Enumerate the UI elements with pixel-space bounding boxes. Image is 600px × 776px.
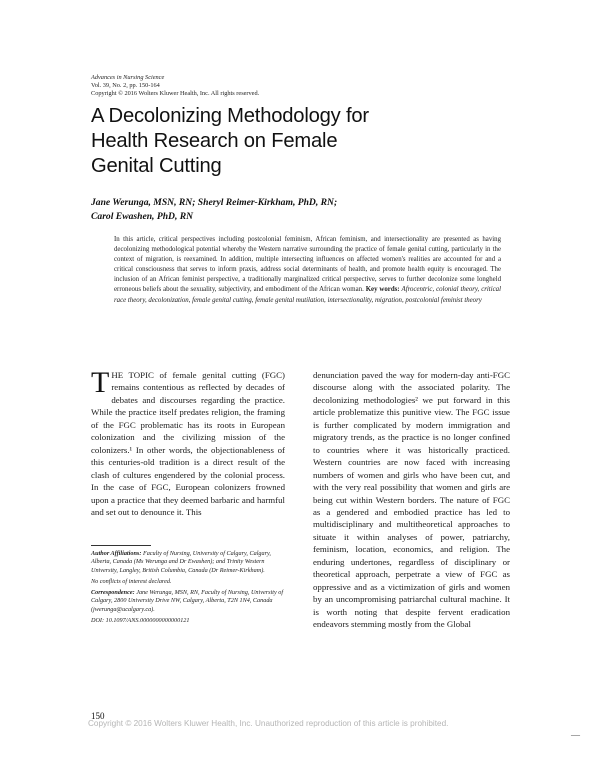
affiliations-label: Author Affiliations: bbox=[91, 550, 142, 557]
drop-cap: T bbox=[91, 366, 110, 399]
article-title bbox=[91, 104, 471, 179]
footer-dash: — bbox=[571, 730, 580, 740]
footnote-divider bbox=[91, 545, 151, 546]
conflicts-statement: No conflicts of interest declared. bbox=[91, 577, 172, 585]
body-right-column bbox=[313, 369, 510, 631]
body-left-column bbox=[91, 366, 285, 518]
title-line-1: A Decolonizing Methodology for bbox=[91, 105, 369, 127]
authors-line-2: Carol Ewashen, PhD, RN bbox=[91, 211, 194, 222]
abstract-text: In this article, critical perspectives including postcolonial feminism, African feminism, and intersectionality are presented as having decolonizing methodological potential whereby the Western narrative surrounding the practice of female genital cutting, particularly in the context of migration, is reexamined. In addition, multiple intersecting influences on affected women's realities are accounted for and a critical consciousness that serves to inform praxis, address social determinants of health, and promote health equity is encouraged. The inclusion of an African feminist perspective, a traditionally marginalized critical perspective, serves to further decolonize some longheld erroneous beliefs about the sexuality, subjectivity, and embodiment of the African woman. bbox=[114, 236, 501, 294]
journal-header bbox=[91, 74, 259, 98]
abstract bbox=[114, 235, 501, 306]
correspondence-label: Correspondence: bbox=[91, 589, 135, 597]
left-column-text: HE TOPIC of female genital cutting (FGC) remains contentious as reflected by decades of debates and discourses regarding the practice. While the practice itself predates religion, the framing of the FGC problematic has its roots in European colonization and the civilizing mission of the colonizers.¹ In other words, the objectionableness of this centuries-old tradition is a direct result of the clash of cultures engendered by the colonial process. In the case of FGC, European colonizers frowned upon a practice that they deemed barbaric and harmful and set out to denounce it. This bbox=[91, 370, 285, 517]
author-list bbox=[91, 196, 337, 224]
title-line-2: Health Research on Female bbox=[91, 130, 338, 152]
correspondence: Jane Werunga, MSN, RN, Faculty of Nursing, University of Calgary, 2800 University Drive NW, Calgary, Alberta, T2N 1N4, Canada (jwerunga@ucalgary.ca). bbox=[91, 589, 284, 613]
affiliations: Faculty of Nursing, University of Calgary, Calgary, Alberta, Canada (Ms Werunga and Dr Ewashen); and Trinity Western University, Langley, British Columbia, Canada (Dr Reimer-Kirkham). bbox=[91, 550, 271, 574]
journal-volume: Vol. 39, No. 2, pp. 150-164 bbox=[91, 82, 160, 89]
copyright-footer: Copyright © 2016 Wolters Kluwer Health, Inc. Unauthorized reproduction of this article is prohibited. bbox=[88, 719, 449, 728]
journal-name: Advances in Nursing Science bbox=[91, 74, 165, 81]
right-column-text: denunciation paved the way for modern-day anti-FGC discourse along with the associated polarity. The decolonizing methodologies² we put forward in this article problematize this punitive view. The FGC issue is further complicated by modern immigration and migratory trends, as the practice is no longer confined to countries where it was historically practiced. Western countries are now faced with increasing numbers of women and girls who have been cut, and with the very real possibility that women and girls are being cut within Western borders. The nature of FGC as a gendered and embodied practice has led to multidisciplinary and multitheoretical approaches to situate it within analyses of power, patriarchy, feminism, location, economics, and religion. The enduring undertones, regardless of disciplinary or theoretical approach, perpetrate a view of FGC as oppressive and as a victimization of girls and women by an uncompromising patriarchal cultural machine. It is worth noting that despite fervent eradication endeavors stemming mostly from the Global bbox=[313, 370, 510, 630]
title-line-3: Genital Cutting bbox=[91, 155, 222, 177]
journal-copyright: Copyright © 2016 Wolters Kluwer Health, Inc. All rights reserved. bbox=[91, 90, 260, 97]
keywords-label: Key words: bbox=[365, 286, 400, 294]
authors-line-1: Jane Werunga, MSN, RN; Sheryl Reimer-Kirkham, PhD, RN; bbox=[91, 197, 338, 208]
page-number: 150 bbox=[91, 711, 105, 721]
author-notes bbox=[91, 550, 286, 628]
keywords: Afrocentric, colonial theory, critical race theory, decolonization, female genital cutting, female genital mutilation, intersectionality, migration, postcolonial feminist theory bbox=[114, 286, 501, 304]
doi: DOI: 10.1097/ANS.0000000000000121 bbox=[91, 617, 190, 625]
